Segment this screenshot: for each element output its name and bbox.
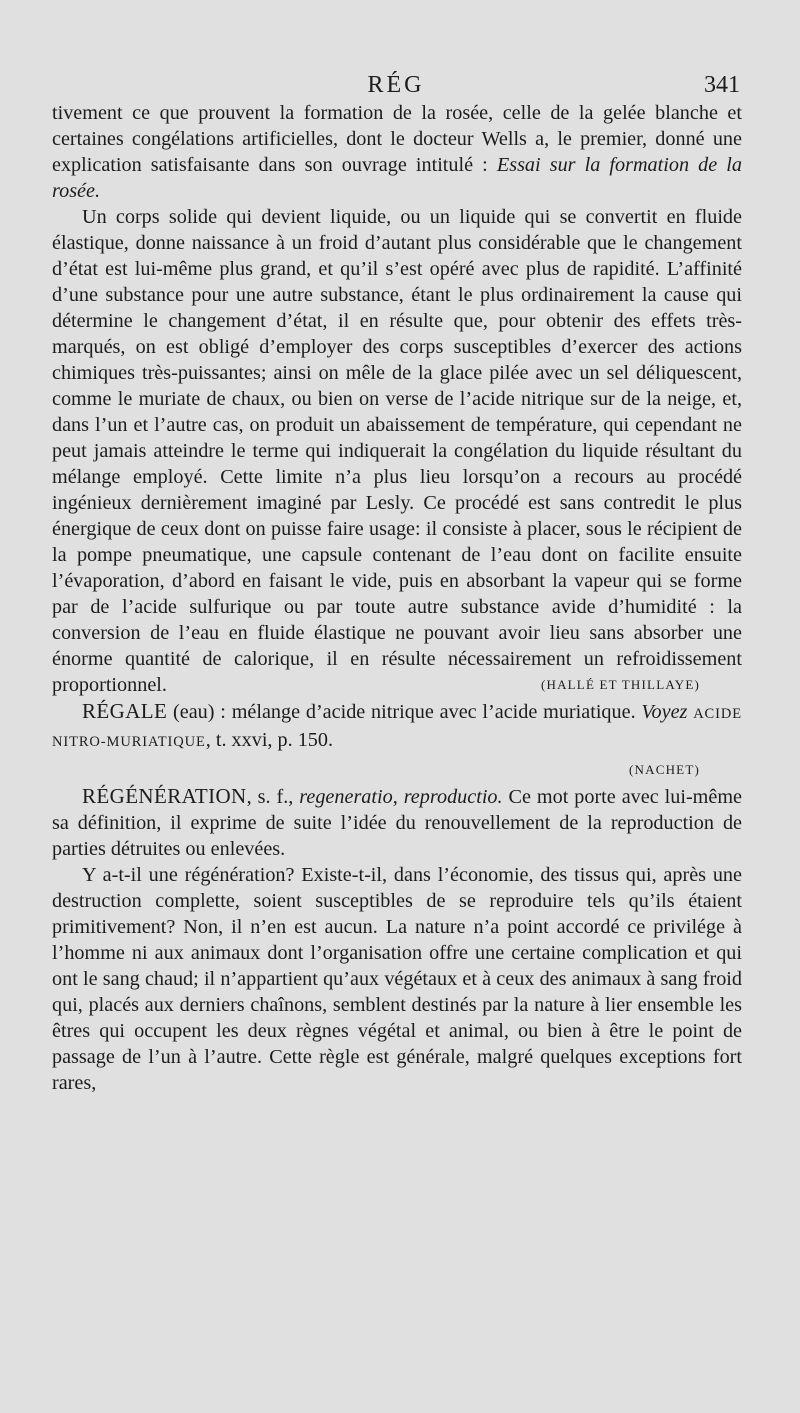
paragraph-question (52, 862, 742, 1096)
book-title: Essai sur la formation de la rosée. (52, 154, 742, 202)
cross-reference-location: , t. xxvi, p. 150. (205, 729, 334, 751)
synonym-term: reproductio. (403, 786, 503, 808)
entry-text: (eau) : mélange d’acide nitrique avec l’acide muriatique. (167, 701, 642, 723)
cross-reference: ACIDE NITRO-MURIATIQUE (52, 706, 742, 750)
entry-regale (52, 698, 742, 755)
grammar-label: , s. f., (246, 786, 300, 808)
entry-regale-signature-line (52, 755, 742, 783)
author-signature: (HALLÉ ET THILLAYE) (540, 677, 700, 692)
body-text (52, 100, 742, 1096)
cross-reference-label: Voyez (641, 701, 688, 723)
entry-regeneration (52, 783, 742, 862)
entry-headword: RÉGALE (82, 699, 168, 723)
latin-term: regeneratio (299, 786, 393, 808)
paragraph-text: tivement ce que prouvent la formation de la rosée, celle de la gelée blanche et certaines congélations artificielles, dont le docteur Wells a, le premier, donné une explication satisfaisante dans son ouvrage intitulé : (52, 102, 742, 176)
entry-text: Ce mot porte avec lui-même sa définition, il exprime de suite l’idée du renouvellement de la reproduction de parties détruites ou enlevées. (52, 786, 742, 860)
entry-headword: RÉGÉNÉRATION (82, 784, 247, 808)
author-signature: (NACHET) (629, 762, 700, 777)
running-header (52, 72, 740, 102)
separator: , (392, 786, 404, 808)
paragraph-text: Un corps solide qui devient liquide, ou un liquide qui se convertit en fluide élastique, donne naissance à un froid d’autant plus considérable que le changement d’état est lui-même plus grand, et qu’il s’est opéré avec plus de rapidité. L’affinité d’une substance pour une autre substance, étant le plus ordinairement la cause qui détermine le changement d’état, il en résulte que, pour obtenir des effets très-marqués, on est obligé d’employer des corps susceptibles d’exercer des actions chimiques très-puissantes; ainsi on mêle de la glace pilée avec un sel déliquescent, comme le muriate de chaux, ou bien on verse de l’acide nitrique sur de la neige, et, dans l’un et l’autre cas, on produit un abaissement de température, qui cependant ne peut jamais atteindre le terme qui indiquerait la congélation du liquide résultant du mélange employé. Cette limite n’a plus lieu lorsqu’on a recours au procédé ingénieux dernièrement imaginé par Lesly. Ce procédé est sans contredit le plus énergique de ceux dont on puisse faire usage: il consiste à placer, sous le récipient de la pompe pneumatique, une capsule contenant de l’eau dont on facilite ensuite l’évaporation, d’abord en faisant le vide, puis en absorbant la vapeur qui se forme par de l’acide sulfurique ou par toute autre substance avide d’humidité : la conversion de l’eau en fluide élastique ne pouvant avoir lieu sans absorber une énorme quantité de calorique, il en résulte nécessairement un refroidissement proportionnel. (52, 206, 742, 696)
running-title: RÉG (367, 72, 425, 98)
paragraph-cold (52, 204, 742, 698)
paragraph-text: Y a-t-il une régénération? Existe-t-il, dans l’économie, des tissus qui, après une destruction complette, soient susceptibles de se reproduire tels qu’ils étaient primitivement? Non, il n’en est aucun. La nature n’a point accordé ce privilége à l’homme ni aux animaux dont l’organisation offre une certaine complication et qui ont le sang chaud; il n’appartient qu’aux végétaux et à ceux des animaux à sang froid qui, placés aux derniers chaînons, semblent destinés par la nature à lier ensemble les êtres qui occupent les deux règnes végétal et animal, ou bien à être le point de passage de l’un à l’autre. Cette règle est générale, malgré quelques exceptions fort rares, (52, 864, 742, 1094)
paragraph-continuation (52, 100, 742, 204)
page-number: 341 (704, 72, 740, 98)
